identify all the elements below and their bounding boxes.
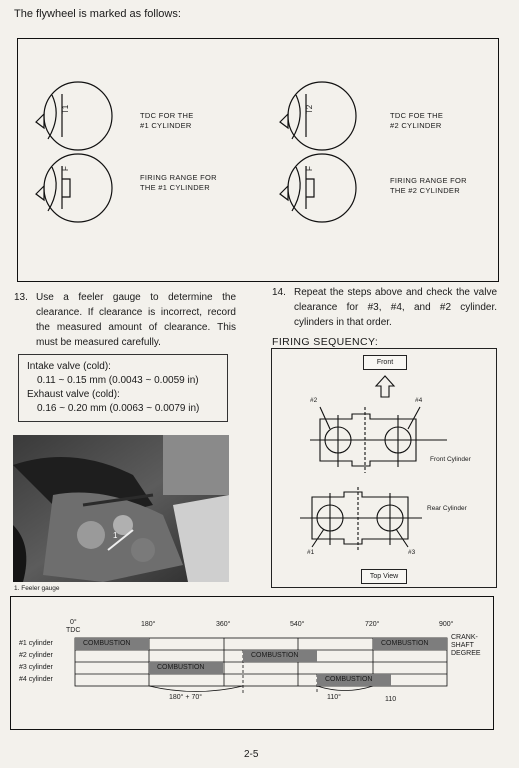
intake-label: Intake valve (cold):	[27, 361, 111, 372]
flywheel-label-tdc-2: TDC FOE THE #2 CYLINDER	[390, 111, 444, 130]
feeler-gauge-photo	[13, 435, 229, 582]
timing-grid	[11, 597, 495, 731]
combustion-cyl4: COMBUSTION	[325, 676, 373, 683]
row-cylinder-2: #2 cylinder	[19, 652, 53, 659]
axis-label-2: SHAFT	[451, 642, 474, 649]
step-13-number: 13.	[14, 292, 28, 303]
combustion-cyl3: COMBUSTION	[157, 664, 205, 671]
cylinder-layout-diagram	[272, 349, 498, 589]
degree-720: 720°	[365, 621, 380, 628]
combustion-cyl1-a: COMBUSTION	[83, 640, 131, 647]
step-14	[272, 285, 498, 335]
firing-sequence-figure	[271, 348, 497, 588]
flywheel-label-tdc-1: TDC FOR THE #1 CYLINDER	[140, 111, 194, 130]
interval-note-2: 110°	[327, 694, 341, 701]
degree-360: 360°	[216, 621, 231, 628]
row-cylinder-1: #1 cylinder	[19, 640, 53, 647]
degree-900: 900°	[439, 621, 454, 628]
mark-f2: F	[304, 166, 314, 171]
mark-t1: T1	[61, 104, 71, 115]
degree-180: 180°	[141, 621, 156, 628]
combustion-cyl2: COMBUSTION	[251, 652, 299, 659]
photo-caption: 1. Feeler gauge	[14, 585, 60, 592]
intro-text: The flywheel is marked as follows:	[14, 8, 181, 20]
tdc-label: TDC	[66, 627, 81, 634]
flywheel-label-firing-1: FIRING RANGE FOR THE #1 CYLINDER	[140, 173, 217, 192]
front-cylinder-label: Front Cylinder	[430, 456, 471, 463]
valve-clearance-spec	[18, 354, 228, 422]
mark-t2: T2	[305, 104, 315, 115]
exhaust-label: Exhaust valve (cold):	[27, 389, 120, 400]
row-cylinder-3: #3 cylinder	[19, 664, 53, 671]
flywheel-label-firing-2: FIRING RANGE FOR THE #2 CYLINDER	[390, 176, 467, 195]
axis-label-3: DEGREE	[451, 650, 481, 657]
intake-value: 0.11 ~ 0.15 mm (0.0043 ~ 0.0059 in)	[37, 375, 199, 386]
top-view-label-box: Top View	[361, 569, 407, 584]
cylinder-1-label: #1	[307, 549, 315, 556]
rear-cylinder-label: Rear Cylinder	[427, 505, 467, 512]
step-14-text: Repeat the steps above and check the valve clearance for #3, #4, and #2 cylinder. cylinders in that order.	[294, 287, 497, 328]
engine-photo-image	[13, 435, 229, 582]
firing-sequence-title: FIRING SEQUENCY:	[272, 336, 379, 348]
row-cylinder-4: #4 cylinder	[19, 676, 53, 683]
cylinder-3-label: #3	[408, 549, 416, 556]
cylinder-2-label: #2	[310, 397, 318, 404]
step-13-text: Use a feeler gauge to determine the clearance. If clearance is incorrect, record the measured amount of clearance. This must be measured carefully.	[36, 292, 236, 348]
axis-label-1: CRANK-	[451, 634, 478, 641]
flywheel-marks-figure	[17, 38, 499, 282]
interval-note-1: 180° + 70°	[169, 694, 203, 701]
degree-0: 0°	[70, 619, 77, 626]
step-14-number: 14.	[272, 287, 286, 298]
front-label-box: Front	[363, 355, 407, 370]
photo-callout: 1	[113, 531, 118, 540]
combustion-cyl1-b: COMBUSTION	[381, 640, 429, 647]
degree-540: 540°	[290, 621, 305, 628]
cylinder-4-label: #4	[415, 397, 423, 404]
flywheel-diagram	[18, 39, 500, 283]
crankshaft-timing-chart	[10, 596, 494, 730]
front-arrow-icon	[376, 376, 394, 397]
mark-f1: F	[60, 166, 70, 171]
page-number: 2-5	[244, 749, 259, 760]
interval-note-3: 110	[385, 696, 397, 703]
exhaust-value: 0.16 ~ 0.20 mm (0.0063 ~ 0.0079 in)	[37, 403, 200, 414]
step-13	[14, 290, 240, 350]
